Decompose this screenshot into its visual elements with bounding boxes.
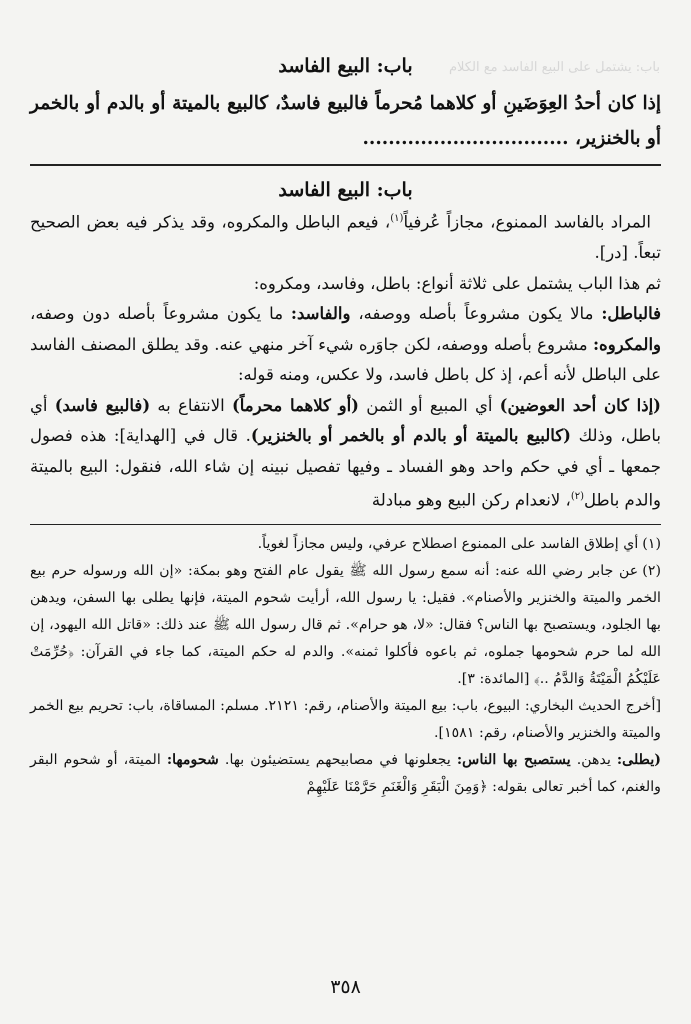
matn-line-1: إذا كان أحدُ العِوَضَينِ أو كلاهما مُحرماً فالبيع فاسدٌ، كالبيع بالميتة أو بالدم أو bbox=[86, 93, 661, 114]
p3-t2: ما يكون مشروعاً بأصله دون وصفه، bbox=[30, 304, 291, 323]
footnote-1-text: أي إطلاق الفاسد على الممنوع اصطلاح عرفي، وليس مجازاً لغوياً. bbox=[257, 536, 639, 552]
gloss-term-1: (يطلى: bbox=[616, 752, 661, 768]
sharh-heading: باب: البيع الفاسد bbox=[278, 179, 413, 201]
quote-4: (كالبيع بالميتة أو بالدم أو بالخمر أو بالخنزير) bbox=[250, 426, 571, 445]
matn-line-2: بالخمر أو بالخنزير، bbox=[30, 93, 661, 149]
footnote-2-number: (٢) bbox=[642, 563, 661, 579]
footnote-2 bbox=[30, 558, 661, 693]
footnote-2-source: [أخرج الحديث البخاري: البيوع، باب: بيع الميتة والأصنام، رقم: ٢١٢١. مسلم: المساقاة، باب: تحريم بيع الخمر والميتة والخنزير والأصنام، رقم: ١٥٨١]. bbox=[30, 698, 661, 741]
quote-1: (إذا كان أحد العوضين) bbox=[499, 395, 661, 415]
p3-t3: مشروع بأصله ووصفه، لكن جاوَره شيء آخر منهي عنه. وقد يطلق المصنف الفاسد على الباطل لأنه أعم، إذ كل باطل فاسد، ولا عكس، ومنه قوله: bbox=[30, 334, 661, 384]
p3-t1: مالا يكون مشروعاً بأصله ووصفه، bbox=[350, 304, 602, 323]
gloss-def-3: الميتة، أو شحوم البقر والغنم، كما أخبر تعالى بقوله: ﴿وَمِنَ الْبَقَرِ وَالْغَنَمِ حَرَّمْنَا عَلَيْهِمْ bbox=[30, 752, 661, 795]
gloss-term-2: يستصبح بها الناس: bbox=[456, 752, 571, 768]
footnote-ref-1: (١) bbox=[390, 213, 404, 224]
term-makruh: والمكروه: bbox=[592, 334, 661, 354]
paragraph-4 bbox=[30, 391, 661, 517]
gloss-def-1: يدهن. bbox=[570, 752, 617, 768]
gloss-term-3: شحومها: bbox=[166, 752, 219, 768]
paragraph-3 bbox=[30, 299, 661, 391]
matn-heading: باب: البيع الفاسد bbox=[278, 55, 413, 77]
footnotes bbox=[30, 531, 661, 801]
footnote-1-number: (١) bbox=[642, 536, 661, 552]
p4-t5: ، لانعدام ركن البيع وهو مبادلة bbox=[371, 490, 571, 510]
matn-text bbox=[30, 86, 661, 156]
footnote-2-text: عن جابر رضي الله عنه: أنه سمع رسول الله ﷺ يقول عام الفتح وهو بمكة: «إن الله ورسوله حرم بيع الخمر والميتة والخنزير والأصنام». فقيل: يا رسول الله، أرأيت شحوم الميتة، فإنها يطلى بها السفن، ويدهن بها الجلود، ويستصبح بها الناس؟ فقال: «لا، هو حرام». ثم قال رسول الله ﷺ عند ذلك: «قاتل الله اليهود، إن الله لما حرم شحومها جملوه، ثم باعوه فأكلوا ثمنه». والدم له حكم الميتة، كما جاء في القرآن: ﴿حُرِّمَتْ عَلَيْكُمُ الْمَيْتَةُ وَالدَّمُ ..﴾ [المائدة: ٣]. bbox=[30, 563, 661, 687]
matn-dots: ................................ bbox=[362, 128, 569, 149]
p4-t1: أي المبيع أو الثمن bbox=[358, 395, 500, 415]
quote-2: (أو كلاهما محرماً) bbox=[231, 395, 359, 415]
gloss-def-2: يجعلونها في مصابيحهم يستضيئون بها. bbox=[218, 752, 457, 768]
footnote-2-gloss bbox=[30, 747, 661, 801]
p4-t3: أي باطل، وذلك bbox=[30, 395, 662, 445]
footnote-1 bbox=[30, 531, 661, 558]
page-number: ٣٥٨ bbox=[330, 976, 361, 998]
commentary bbox=[30, 176, 661, 516]
footnote-divider bbox=[30, 524, 661, 525]
term-batil: فالباطل: bbox=[601, 304, 661, 323]
bleed-through-text: باب: يشتمل على البيع الفاسد مع الكلام bbox=[449, 60, 660, 75]
section-divider bbox=[30, 164, 661, 166]
p1-rest: ، فيعم الباطل والمكروه، وقد يذكر فيه بعض الصحيح تبعاً. [در]. bbox=[30, 212, 661, 262]
quote-3: (فالبيع فاسد) bbox=[54, 395, 151, 415]
footnote-ref-2: (٢) bbox=[570, 491, 585, 502]
paragraph-2: ثم هذا الباب يشتمل على ثلاثة أنواع: باطل، وفاسد، ومكروه: bbox=[253, 273, 661, 293]
p1-text: المراد بالفاسد الممنوع، مجازاً عُرفياً bbox=[403, 212, 651, 232]
paragraph-1 bbox=[30, 204, 661, 269]
term-fasid: والفاسد: bbox=[290, 304, 351, 323]
p4-t4: . قال في [الهداية]: هذه فصول جمعها ـ أي في حكم واحد وهو الفساد ـ وفيها تفصيل نبينه إن شاء الله، فنقول: البيع بالميتة والدم باطل bbox=[30, 426, 661, 510]
p4-t2: الانتفاع به bbox=[150, 395, 232, 415]
